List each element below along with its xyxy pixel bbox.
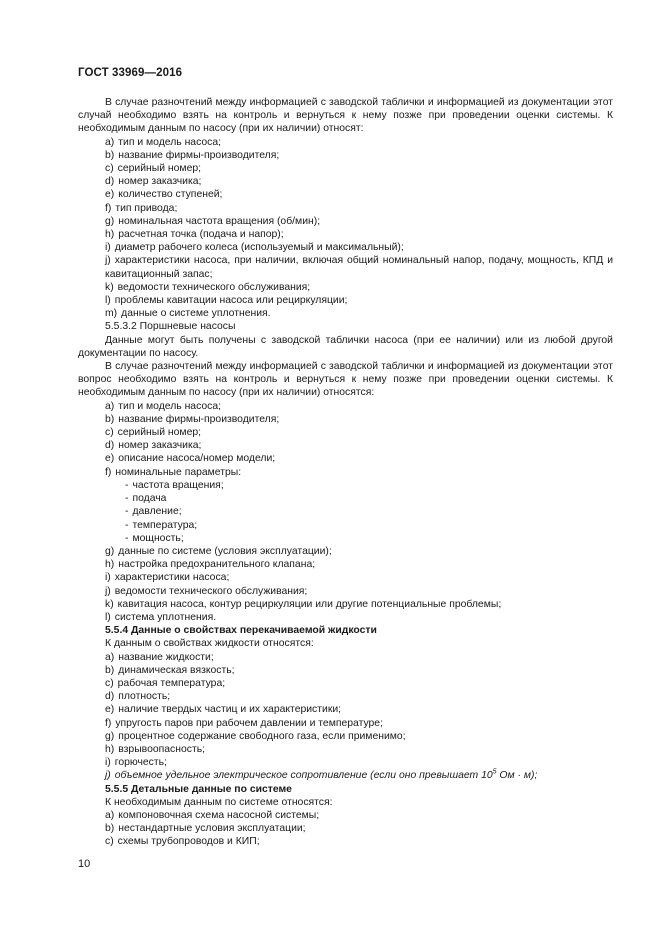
list-label: -: [125, 519, 129, 531]
list-label: h): [105, 743, 115, 755]
list-text: мощность;: [132, 532, 184, 544]
document-body: [78, 96, 613, 849]
list-item: [78, 664, 613, 677]
list-text: тип и модель насоса;: [118, 136, 222, 148]
list-item: [78, 822, 613, 835]
list-label: l): [105, 295, 111, 307]
list-text: давление;: [132, 506, 182, 518]
list-label: a): [105, 400, 115, 412]
list-label: i): [105, 757, 111, 769]
list-label: c): [105, 836, 114, 848]
list-item: [78, 598, 613, 611]
list-label: -: [125, 506, 129, 518]
list-label: b): [105, 823, 115, 835]
list-item: [78, 452, 613, 465]
list-item: j) характеристики насоса, при наличии, включая общий номинальный напор, подачу, мощность, КПД и кавитационный запас;: [105, 255, 613, 280]
list-item: [78, 215, 613, 228]
list-text: частота вращения;: [132, 479, 224, 491]
list-text: номинальная частота вращения (об/мин);: [118, 215, 321, 227]
list-item: [78, 492, 613, 505]
list-item: [78, 149, 613, 162]
list-label: d): [105, 176, 115, 188]
list-item: [78, 519, 613, 532]
list-label: b): [105, 413, 115, 425]
list-item: [78, 479, 613, 492]
list-text: схемы трубопроводов и КИП;: [117, 836, 260, 848]
list-label: i): [105, 572, 111, 584]
list-text: название фирмы-производителя;: [118, 149, 280, 161]
list-label: e): [105, 704, 115, 716]
list-text: процентное содержание свободного газа, если применимо;: [118, 730, 406, 742]
list-item: [78, 545, 613, 558]
list-item: [78, 717, 613, 730]
list-label: a): [105, 809, 115, 821]
list-item: [78, 175, 613, 188]
list-text: взрывоопасность;: [118, 743, 205, 755]
list-label: b): [105, 149, 115, 161]
list-text: динамическая вязкость;: [118, 664, 235, 676]
list-text: температура;: [132, 519, 198, 531]
list-text: описание насоса/номер модели;: [118, 453, 276, 465]
list-item: [78, 677, 613, 690]
list-text: кавитация насоса, контур рециркуляции или другие потенциальные проблемы;: [117, 598, 502, 610]
list-label: i): [105, 242, 111, 254]
document-header: ГОСТ 33969—2016: [78, 67, 183, 79]
list-item: [78, 162, 613, 175]
section-heading-5-5-5: 5.5.5 Детальные данные по системе: [105, 783, 292, 795]
list-label: e): [105, 453, 115, 465]
list-text: настройка предохранительного клапана;: [118, 559, 316, 571]
list-text: количество ступеней;: [118, 189, 223, 201]
list-text: компоновочная схема насосной системы;: [118, 809, 320, 821]
list-item: [78, 426, 613, 439]
list-text: проблемы кавитации насоса или рециркуляции;: [114, 295, 348, 307]
list-item: [78, 413, 613, 426]
list-text: данные о системе уплотнения.: [121, 308, 271, 320]
list-label: k): [105, 598, 114, 610]
fluid-properties-list: [78, 651, 613, 770]
list-item: j) объемное удельное электрическое сопротивление (если оно превышает $10^5$ Ом · м);: [105, 768, 538, 782]
list-item: [78, 400, 613, 413]
list-text: плотность;: [118, 691, 171, 703]
list-item: [78, 651, 613, 664]
list-label: -: [125, 493, 129, 505]
piston-pump-list: [78, 400, 613, 479]
list-label: c): [105, 427, 114, 439]
system-data-list: [78, 809, 613, 849]
list-text: характеристики насоса;: [114, 572, 230, 584]
list-item: [78, 439, 613, 452]
list-item: [78, 241, 613, 254]
list-item: [78, 294, 613, 307]
list-label: f): [105, 202, 112, 214]
list-text: название фирмы-производителя;: [118, 413, 280, 425]
list-text: упругость паров при рабочем давлении и температуре;: [115, 717, 383, 729]
section-heading-5-5-4: 5.5.4 Данные о свойствах перекачиваемой жидкости: [105, 625, 377, 637]
list-label: c): [105, 163, 114, 175]
paragraph: В случае разночтений между информацией с заводской таблички и информацией из документации этот вопрос необходимо взять на контроль и вернуться к нему позже при проведении оценки системы. К необходимым данным по насосу (при их наличии) относятся:: [78, 361, 613, 399]
list-text: ведомости технического обслуживания;: [114, 585, 308, 597]
list-label: a): [105, 136, 115, 148]
list-label: c): [105, 677, 114, 689]
list-label: k): [105, 281, 114, 293]
list-item: [78, 571, 613, 584]
list-item: [78, 690, 613, 703]
list-item: [78, 756, 613, 769]
list-label: d): [105, 440, 115, 452]
list-text: тип привода;: [115, 202, 178, 214]
list-item: [78, 835, 613, 848]
list-text: горючесть;: [114, 757, 167, 769]
list-item: [78, 202, 613, 215]
pump-data-list: [78, 136, 613, 255]
paragraph: Данные могут быть получены с заводской таблички насоса (при ее наличии) или из любой другой документации по насосу.: [78, 334, 613, 359]
paragraph: В случае разночтений между информацией с заводской таблички и информацией из документации этот случай необходимо взять на контроль и вернуться к нему позже при проведении оценки системы. К необходимым данным по насосу (при их наличии) относят:: [78, 97, 613, 135]
list-label: d): [105, 691, 115, 703]
list-text: подача: [132, 493, 167, 505]
list-text: нестандартные условия эксплуатации;: [118, 823, 306, 835]
pump-data-list-tail: [78, 281, 613, 321]
list-item: [78, 228, 613, 241]
list-text: номер заказчика;: [118, 440, 202, 452]
list-label: -: [125, 479, 129, 491]
list-text: система уплотнения.: [114, 611, 217, 623]
list-item: [78, 532, 613, 545]
list-label: b): [105, 664, 115, 676]
list-text: наличие твердых частиц и их характеристики;: [118, 704, 342, 716]
list-label: m): [105, 308, 118, 320]
list-text: ведомости технического обслуживания;: [117, 281, 311, 293]
list-item: [78, 743, 613, 756]
list-text: номинальные параметры:: [115, 466, 242, 478]
list-item: [78, 585, 613, 598]
list-label: a): [105, 651, 115, 663]
list-text: серийный номер;: [117, 163, 202, 175]
list-text: рабочая температура;: [117, 677, 226, 689]
list-item: [78, 505, 613, 518]
list-text: расчетная точка (подача и напор);: [118, 229, 284, 241]
paragraph: К данным о свойствах жидкости относятся:: [105, 638, 314, 650]
list-item: [78, 558, 613, 571]
list-label: f): [105, 717, 112, 729]
list-item: [78, 136, 613, 149]
list-item: [78, 809, 613, 822]
list-item: [78, 611, 613, 624]
list-text: данные по системе (условия эксплуатации);: [118, 545, 332, 557]
list-label: f): [105, 466, 112, 478]
list-item: [78, 703, 613, 716]
list-label: g): [105, 545, 115, 557]
page-number: 10: [78, 858, 91, 870]
list-item: [78, 730, 613, 743]
list-label: h): [105, 229, 115, 241]
list-label: j): [105, 585, 111, 597]
list-label: g): [105, 215, 115, 227]
list-label: h): [105, 559, 115, 571]
list-item: [78, 188, 613, 201]
list-text: номер заказчика;: [118, 176, 202, 188]
list-item: [78, 307, 613, 320]
paragraph: К необходимым данным по системе относятся:: [105, 796, 333, 808]
section-heading-5-5-3-2: 5.5.3.2 Поршневые насосы: [105, 321, 236, 333]
piston-pump-list-tail: [78, 545, 613, 624]
list-item: [78, 281, 613, 294]
rated-parameters-list: [78, 479, 613, 545]
list-text: диаметр рабочего колеса (используемый и максимальный);: [114, 242, 404, 254]
list-label: l): [105, 611, 111, 623]
list-label: g): [105, 730, 115, 742]
list-text: серийный номер;: [117, 427, 202, 439]
list-item: [78, 466, 613, 479]
list-text: тип и модель насоса;: [118, 400, 222, 412]
list-text: название жидкости;: [118, 651, 214, 663]
list-label: e): [105, 189, 115, 201]
list-label: -: [125, 532, 129, 544]
